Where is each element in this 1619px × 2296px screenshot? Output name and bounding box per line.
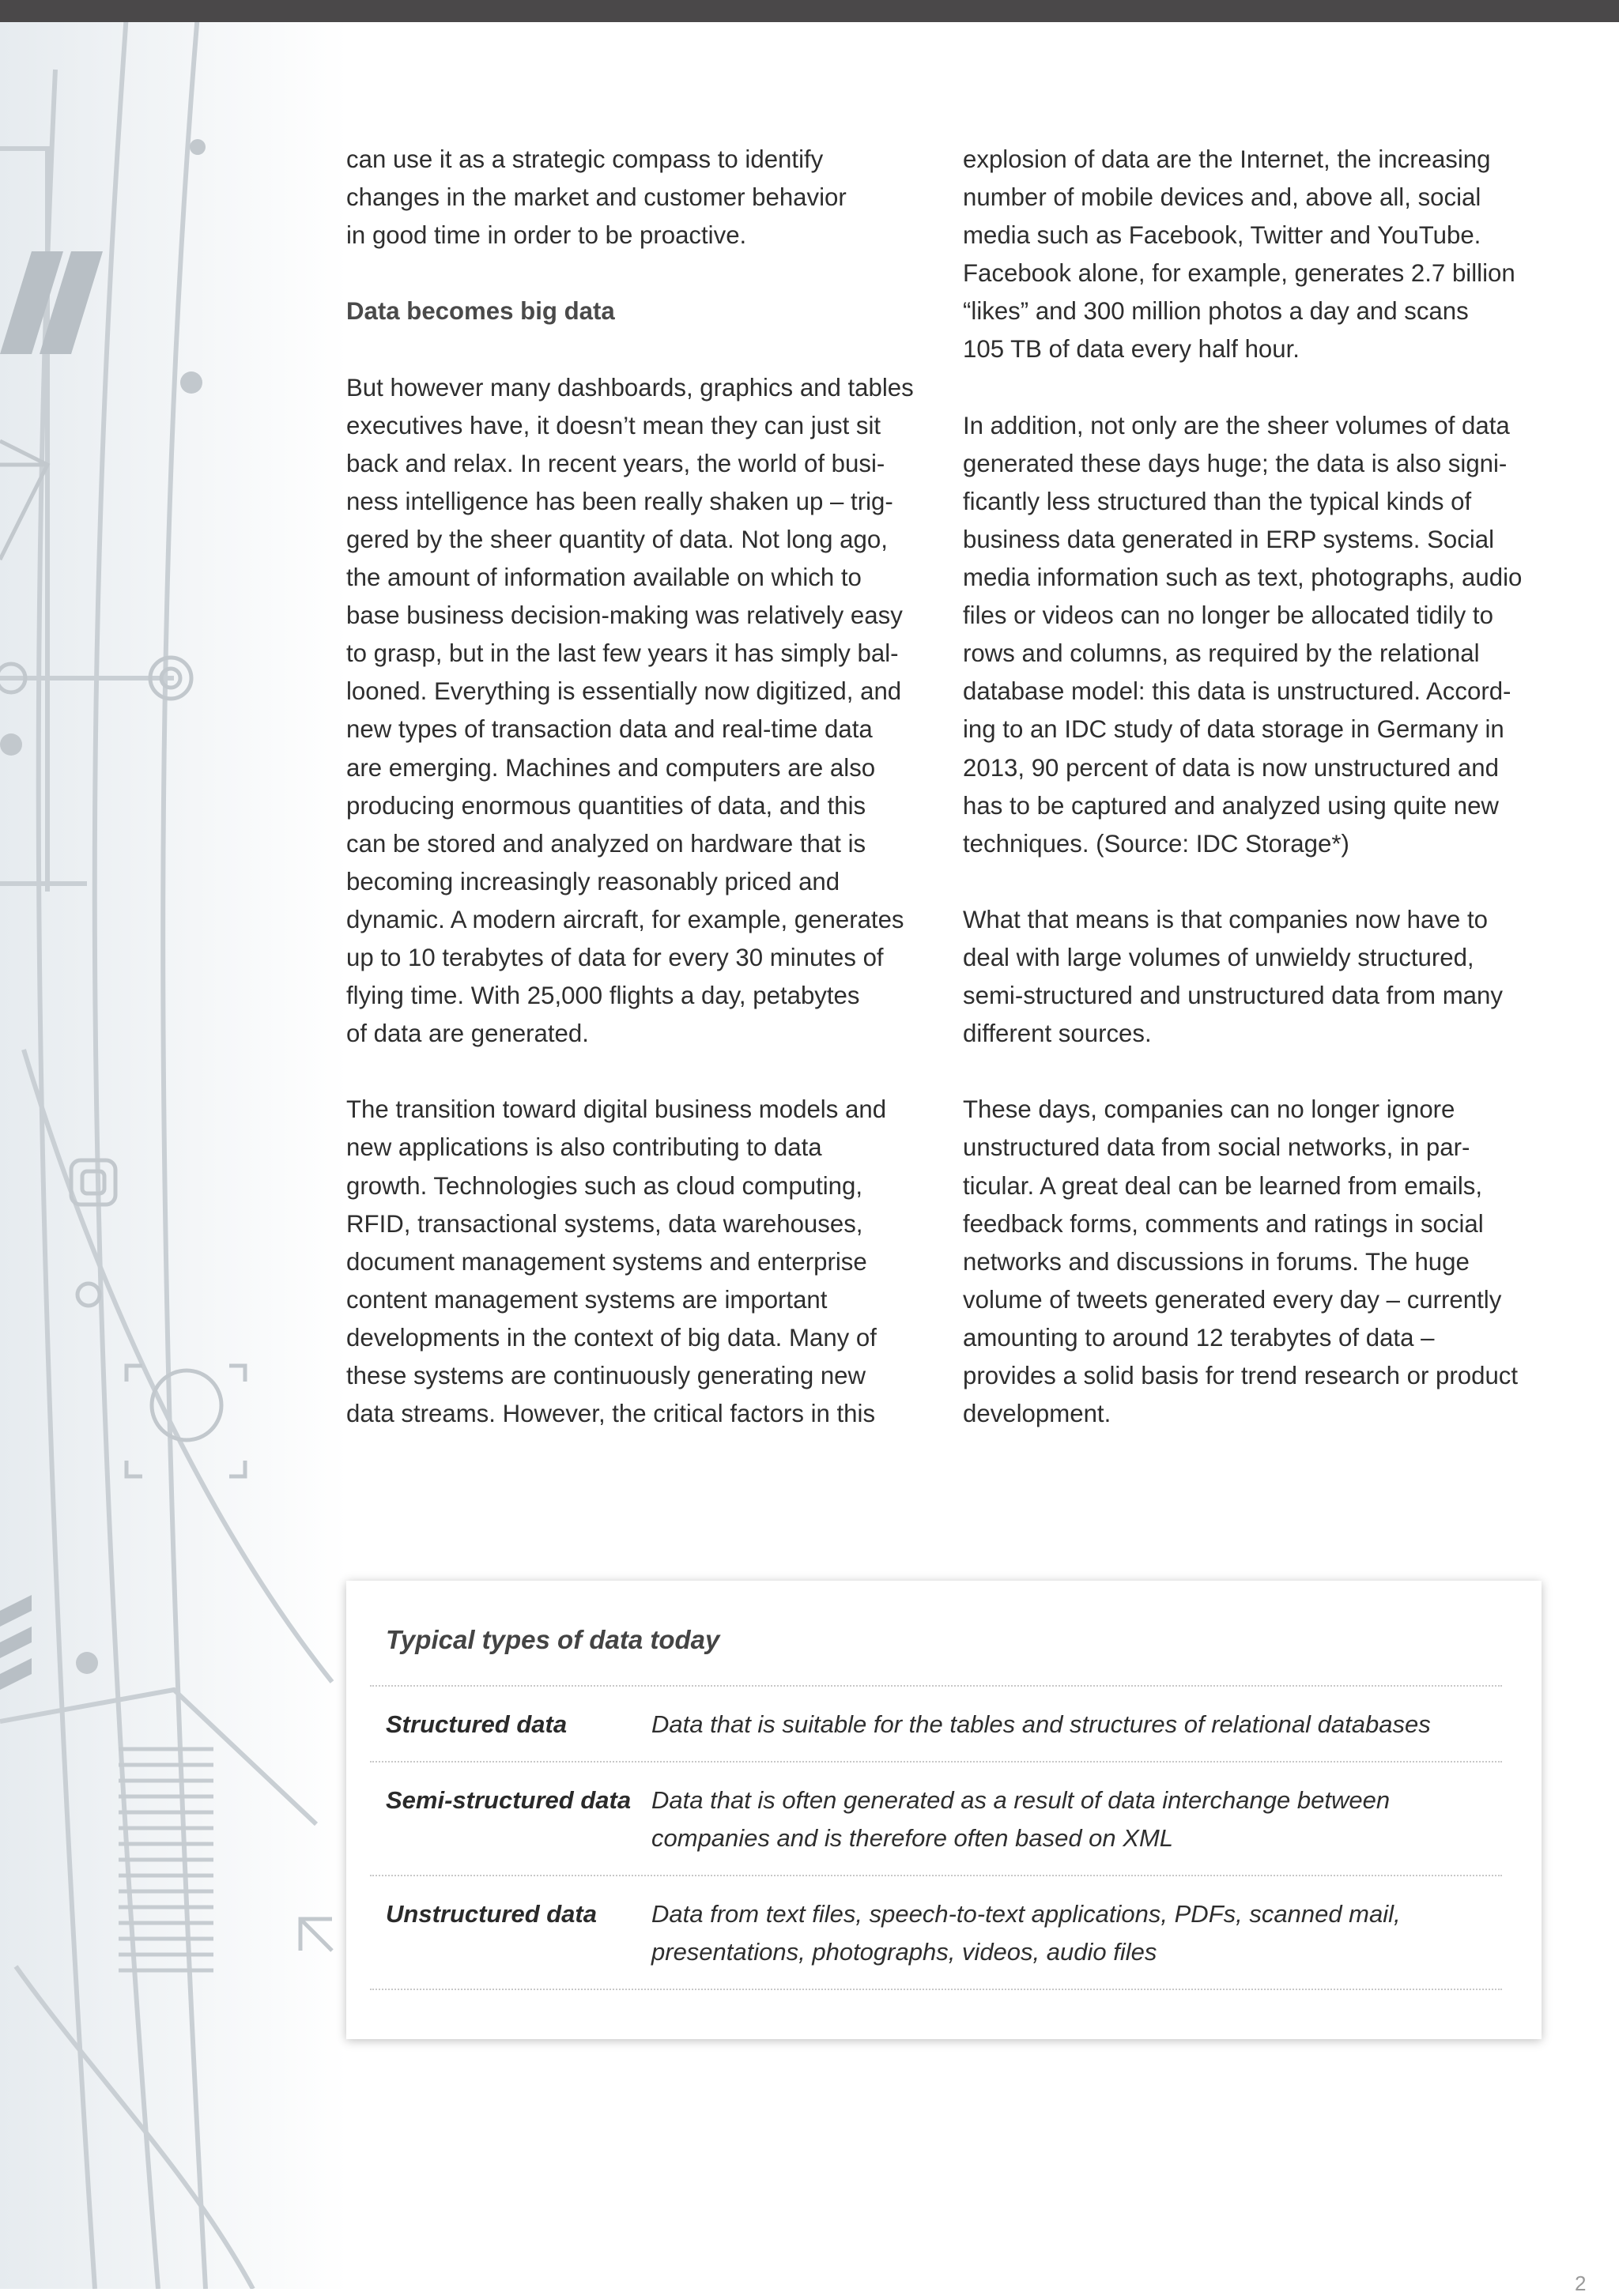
right-paragraph-2: In addition, not only are the sheer volumes of data generated these days huge; the data is also signi- ficantly less structured than the typical kinds of business data generated in ERP systems. Social media information such as text, photographs, audio files or videos can no longer be allocated tidily to rows and columns, as required by the relational database model: this data is unstructured. Accord- ing to an IDC study of data storage in Germany in 2013, 90 percent of data is now unstructured and has to be captured and analyzed using quite new techniques. (Source: IDC Storage*) [963,411,1523,858]
right-paragraph-4: These days, companies can no longer ignore unstructured data from social networks, in par- ticular. A great deal can be learned from emails, feedback forms, comments and ratings in social networks and discussions in forums. The huge volume of tweets generated every day – currently amounting to around 12 terabytes of data – provides a solid basis for trend research or product development. [963,1095,1519,1428]
row-desc-structured: Data that is suitable for the tables and structures of relational databases [651,1710,1431,1738]
left-paragraph-2: But however many dashboards, graphics and tables executives have, it doesn’t mean they can just sit back and relax. In recent years, the world of busi- ness intelligence has been really shaken up – trig- gered by the sheer quantity of data. Not long ago, the amount of information available on which to base business decision-making was relatively easy to grasp, but in the last few years it has simply bal- looned. Everything is essentially now digitized, and new types of transaction data and real-time data are emerging. Machines and computers are also producing enormous quantities of data, and this can be stored and analyzed on hardware that is becoming increasingly reasonably priced and dynamic. A modern aircraft, for example, generates up to 10 terabytes of data for every 30 minutes of flying time. With 25,000 flights a day, petabytes of data are generated. [346,373,914,1048]
left-column [346,141,931,1433]
row-separator [370,1685,1502,1687]
right-paragraph-3: What that means is that companies now have to deal with large volumes of unwieldy structured, semi-structured and unstructured data from many different sources. [963,905,1503,1048]
page-number: 2 [1575,2271,1587,2295]
row-desc-unstructured: Data from text files, speech-to-text applications, PDFs, scanned mail, presentations, photographs, videos, audio files [651,1900,1401,1966]
top-bar [0,0,1619,22]
row-desc-semi-structured: Data that is often generated as a result of data interchange between companies and is therefore often based on XML [651,1786,1391,1852]
row-term-semi-structured: Semi-structured data [386,1786,632,1814]
row-term-structured: Structured data [386,1710,568,1738]
right-paragraph-1: explosion of data are the Internet, the increasing number of mobile devices and, above all, social media such as Facebook, Twitter and YouTube. Facebook alone, for example, generates 2.7 billion “likes” and 300 million photos a day and scans 105 TB of data every half hour. [963,145,1515,364]
left-paragraph-1: can use it as a strategic compass to identify changes in the market and customer behavior in good time in order to be proactive. [346,145,847,250]
row-separator [370,1875,1502,1876]
section-heading: Data becomes big data [346,297,615,326]
row-separator [370,1989,1502,1990]
circuit-decoration [0,22,348,2289]
left-paragraph-3: The transition toward digital business models and new applications is also contributing to data growth. Technologies such as cloud computing, RFID, transactional systems, data warehouses, document management systems and enterprise content management systems are important developments in the context of big data. Many of these systems are continuously generating new data streams. However, the critical factors in this [346,1095,887,1428]
row-separator [370,1761,1502,1763]
data-types-box [346,1581,1542,2039]
right-column [963,141,1548,1433]
row-term-unstructured: Unstructured data [386,1900,597,1928]
box-title: Typical types of data today [386,1625,720,1654]
